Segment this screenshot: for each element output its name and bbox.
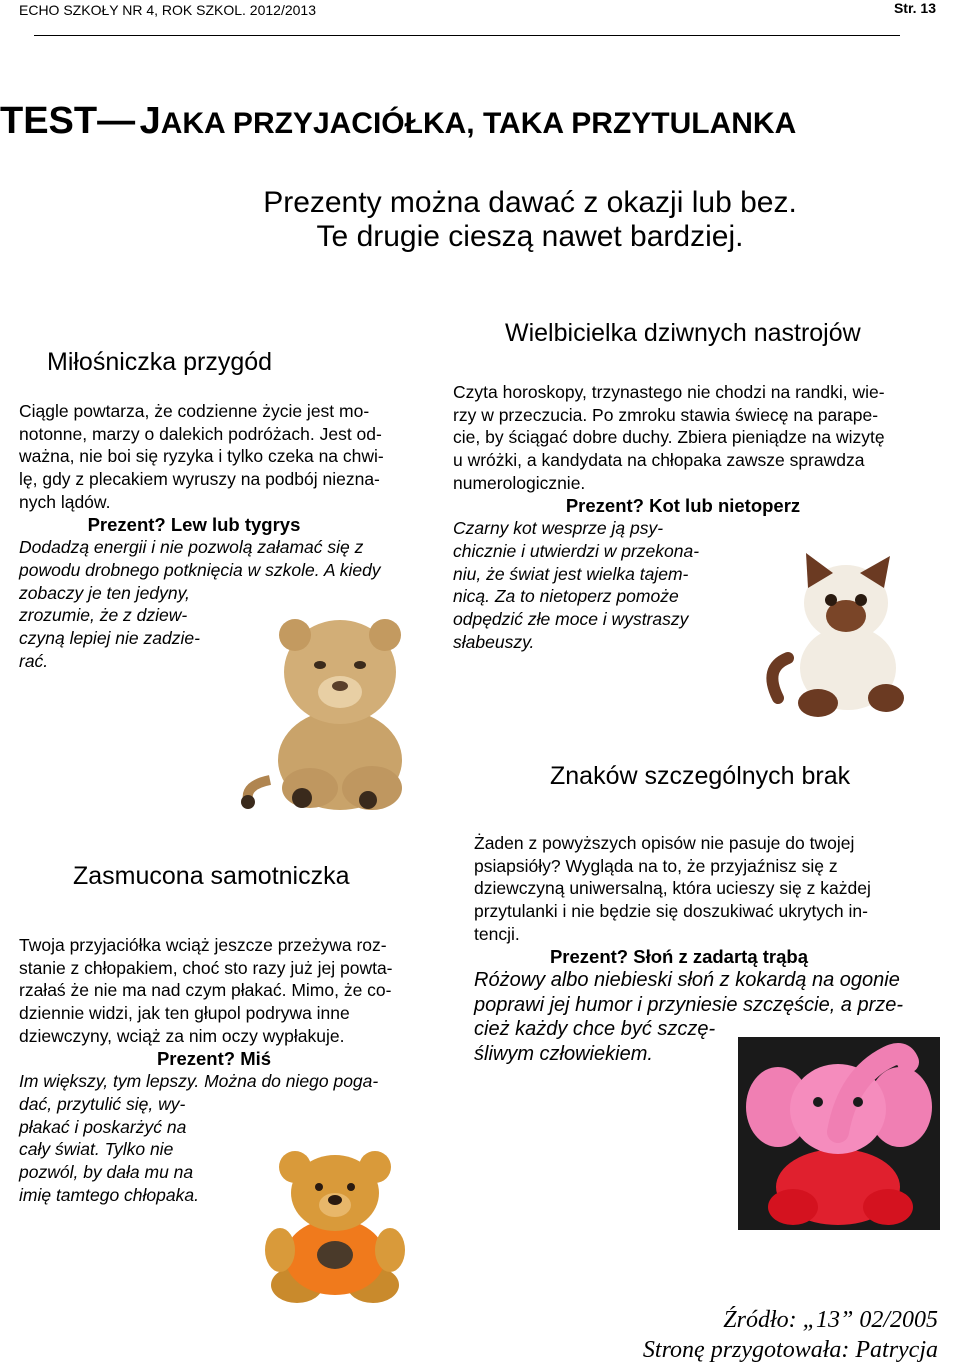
page-title	[0, 100, 960, 143]
adventure-line: lę, gdy z plecakiem wyruszy na podbój niezna-	[19, 469, 380, 490]
adventure-italic-line: rać.	[19, 650, 49, 671]
adventure-italic-line: czyną lepiej nie zadzie-	[19, 628, 200, 649]
section-moods-heading: Wielbicielka dziwnych nastrojów	[505, 319, 861, 347]
none-italic-line: śliwym człowiekiem.	[474, 1042, 653, 1065]
none-italic-line: poprawi jej humor i przyniesie szczęście, a prze-	[474, 993, 904, 1016]
cat-plush-image	[758, 548, 923, 720]
none-line: dziewczyną uniwersalną, która ucieszy się z każdej	[474, 878, 871, 899]
subtitle-line-1: Prezenty można dawać z okazji lub bez.	[263, 186, 797, 219]
moods-line: cie, by ściągać dobre duchy. Zbiera pieniądze na wizytę	[453, 427, 885, 448]
subtitle	[150, 186, 910, 254]
lonely-italic-line: cały świat. Tylko nie	[19, 1139, 174, 1160]
none-line: Żaden z powyższych opisów nie pasuje do twojej	[474, 833, 855, 853]
moods-italic-line: słabeuszy.	[453, 631, 535, 652]
moods-line: numerologicznie.	[453, 472, 586, 493]
teddy-bear-image	[255, 1145, 415, 1305]
lonely-line: Twoja przyjaciółka wciąż jeszcze przeżywa roz-	[19, 935, 387, 955]
adventure-italic-line: powodu drobnego potknięcia w szkole. A kiedy	[19, 559, 381, 580]
adventure-line: nych lądów.	[19, 491, 111, 512]
header-page-number: Str. 13	[893, 0, 936, 16]
none-line: psiapsióły? Wygląda na to, że przyjaźnisz się z	[474, 855, 838, 876]
lonely-italic-line: pozwól, by dała mu na	[19, 1162, 194, 1183]
section-adventure-heading: Miłośniczka przygód	[47, 348, 273, 376]
moods-line: Czyta horoskopy, trzynastego nie chodzi na randki, wie-	[453, 382, 885, 402]
author-line: Stronę przygotowała: Patrycja	[642, 1337, 938, 1363]
title-initial: J	[139, 100, 161, 142]
moods-italic-line: odpędzić złe moce i wystraszy	[453, 609, 689, 630]
none-italic-line: Różowy albo niebieski słoń z kokardą na ogonie	[474, 969, 900, 992]
section-lonely-heading: Zasmucona samotniczka	[73, 862, 350, 890]
lonely-italic-line: płakać i poskarżyć na	[19, 1116, 187, 1137]
adventure-italic-line: Dodadzą energii i nie pozwolą załamać się z	[19, 537, 364, 558]
none-line: przytulanki i nie będzie się doszukiwać ukrytych in-	[474, 901, 868, 922]
none-gift: Prezent? Słoń z zadartą trąbą	[549, 945, 809, 967]
header-publication: ECHO SZKOŁY NR 4, ROK SZKOL. 2012/2013	[19, 2, 316, 18]
lonely-line: rzałaś że nie ma nad czym płakać. Mimo, że co-	[19, 980, 392, 1001]
adventure-italic-line: zobaczy je ten jedyny,	[19, 582, 190, 603]
source-credits	[518, 1305, 938, 1365]
none-italic-line: cież każdy chce być szczę-	[474, 1018, 716, 1041]
moods-italic-line: nicą. Za to nietoperz pomoże	[453, 586, 679, 607]
moods-gift: Prezent? Kot lub nietoperz	[565, 494, 801, 516]
header-divider	[34, 35, 900, 36]
elephant-photo	[738, 1037, 940, 1230]
adventure-line: Ciągle powtarza, że codzienne życie jest mo-	[19, 401, 370, 421]
adventure-italic-line: zrozumie, że z dziew-	[19, 605, 188, 626]
lonely-line: dziennie widzi, jak ten głupol podrywa inne	[19, 1003, 350, 1024]
moods-italic-line: chicznie i utwierdzi w przekona-	[453, 540, 700, 561]
title-rest: AKA PRZYJACIÓŁKA, TAKA PRZYTULANKA	[160, 107, 797, 140]
moods-italic-line: niu, że świat jest wielka tajem-	[453, 563, 689, 584]
section-none-body	[474, 832, 954, 1066]
lion-plush-image	[240, 610, 440, 815]
title-dash: —	[97, 100, 136, 142]
moods-italic-line: Czarny kot wesprze ją psy-	[453, 518, 664, 539]
adventure-line: notonne, marzy o dalekich podróżach. Jest od-	[19, 423, 382, 444]
none-line: tencji.	[474, 923, 520, 944]
source-line: Źródło: „13” 02/2005	[723, 1307, 938, 1333]
subtitle-line-2: Te drugie cieszą nawet bardziej.	[316, 220, 744, 253]
adventure-line: ważna, nie boi się ryzyka i tylko czeka na chwi-	[19, 446, 384, 467]
adventure-gift: Prezent? Lew lub tygrys	[87, 513, 301, 535]
lonely-line: stanie z chłopakiem, choć sto razy już jej powta-	[19, 957, 393, 978]
lonely-italic-line: imię tamtego chłopaka.	[19, 1184, 199, 1205]
lonely-italic-line: Im większy, tym lepszy. Można do niego poga-	[19, 1071, 379, 1092]
title-test: TEST	[0, 100, 98, 142]
section-none-heading: Znaków szczególnych brak	[550, 762, 851, 790]
elephant-plush-image	[738, 1037, 940, 1230]
moods-line: u wróżki, a kandydata na chłopaka zawsze sprawdza	[453, 450, 865, 471]
lonely-line: dziewczyny, wciąż za nim oczy wypłakuje.	[19, 1025, 345, 1046]
moods-line: rzy w przeczucia. Po zmroku stawia świecę na parape-	[453, 404, 879, 425]
lonely-gift: Prezent? Miś	[156, 1047, 272, 1069]
lonely-italic-line: dać, przytulić się, wy-	[19, 1093, 186, 1114]
